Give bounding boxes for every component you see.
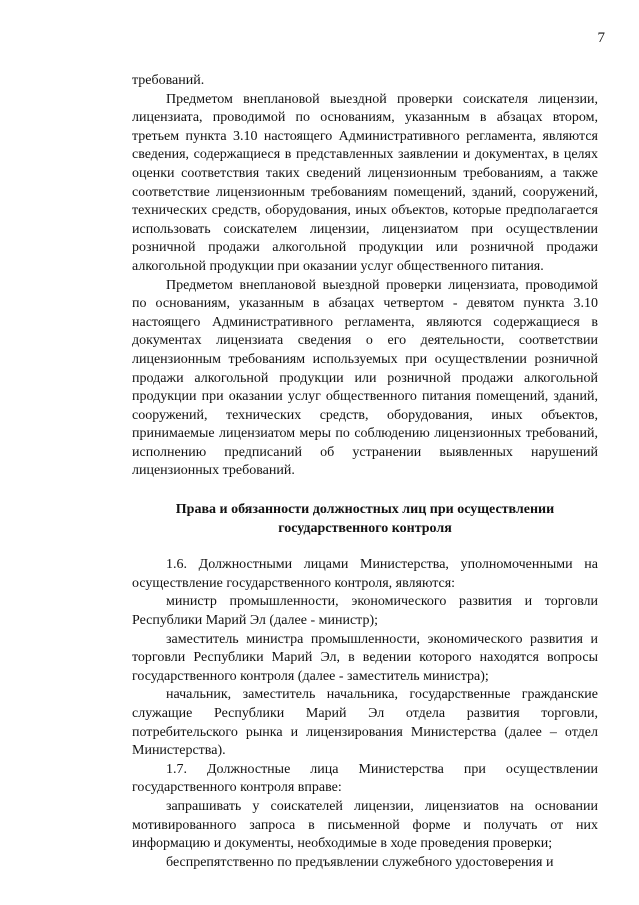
paragraph-department-staff: начальник, заместитель начальника, государственные гражданские служащие Республики Марий Эл отдела развития торговли, потребительского рынка и лицензирования Министерства (далее – отдел Министерства). xyxy=(132,687,598,759)
paragraph-unscheduled-inspection-applicant: Предметом внеплановой выездной проверки соискателя лицензии, лицензиата, проводимой по основаниям, указанным в абзацах втором, третьем пункта 3.10 настоящего Административного регламента, являются сведения, содержащиеся в представленных заявлении и документах, в целях оценки соответствия таких сведений лицензионным требованиям, а также соответствие лицензионным требованиям помещений, зданий, сооружений, технических средств, оборудования, иных объектов, которые предполагается использовать соискателем лицензии, лицензиатом при осуществлении розничной продажи алкогольной продукции или розничной продажи алкогольной продукции при оказании услуг общественного питания. xyxy=(132,91,598,274)
page-number: 7 xyxy=(597,30,605,46)
section-heading-line-1: Права и обязанности должностных лиц при осуществлении xyxy=(175,502,555,518)
paragraph-request-information: запрашивать у соискателей лицензии, лицензиатов на основании мотивированного запроса в письменной форме и получать от них информацию и документы, необходимые в ходе проведения проверки; xyxy=(132,798,598,852)
paragraph-1-6: 1.6. Должностными лицами Министерства, уполномоченными на осуществление государственного контроля, являются: xyxy=(132,557,598,591)
paragraph-deputy-minister: заместитель министра промышленности, экономического развития и торговли Республики Марий Эл, в ведении которого находятся вопросы государственного контроля (далее - заместитель министра); xyxy=(132,631,598,684)
section-heading-line-2: государственного контроля xyxy=(278,520,452,536)
section-heading xyxy=(132,501,598,538)
paragraph-1-7: 1.7. Должностные лица Министерства при осуществлении государственного контроля вправе: xyxy=(132,761,598,796)
paragraph-minister: министр промышленности, экономического развития и торговли Республики Марий Эл (далее - министр); xyxy=(132,594,598,629)
document-body xyxy=(132,72,598,872)
paragraph-continuation: требований. xyxy=(132,73,205,88)
paragraph-unhindered-access: беспрепятственно по предъявлении служебного удостоверения и xyxy=(166,854,554,870)
paragraph-unscheduled-inspection-licensee: Предметом внеплановой выездной проверки лицензиата, проводимой по основаниям, указанным в абзацах четвертом - девятом пункта 3.10 настоящего Административного регламента, являются содержащиеся в документах лицензиата сведения о его деятельности, соответствии лицензионным требованиям используемых при осуществлении розничной продажи алкогольной продукции или розничной продажи алкогольной продукции при оказании услуг общественного питания помещений, зданий, сооружений, технических средств, оборудования, иных объектов, принимаемые лицензиатом меры по соблюдению лицензионных требований, исполнению предписаний об устранении выявленных нарушений лицензионных требований. xyxy=(132,277,598,479)
